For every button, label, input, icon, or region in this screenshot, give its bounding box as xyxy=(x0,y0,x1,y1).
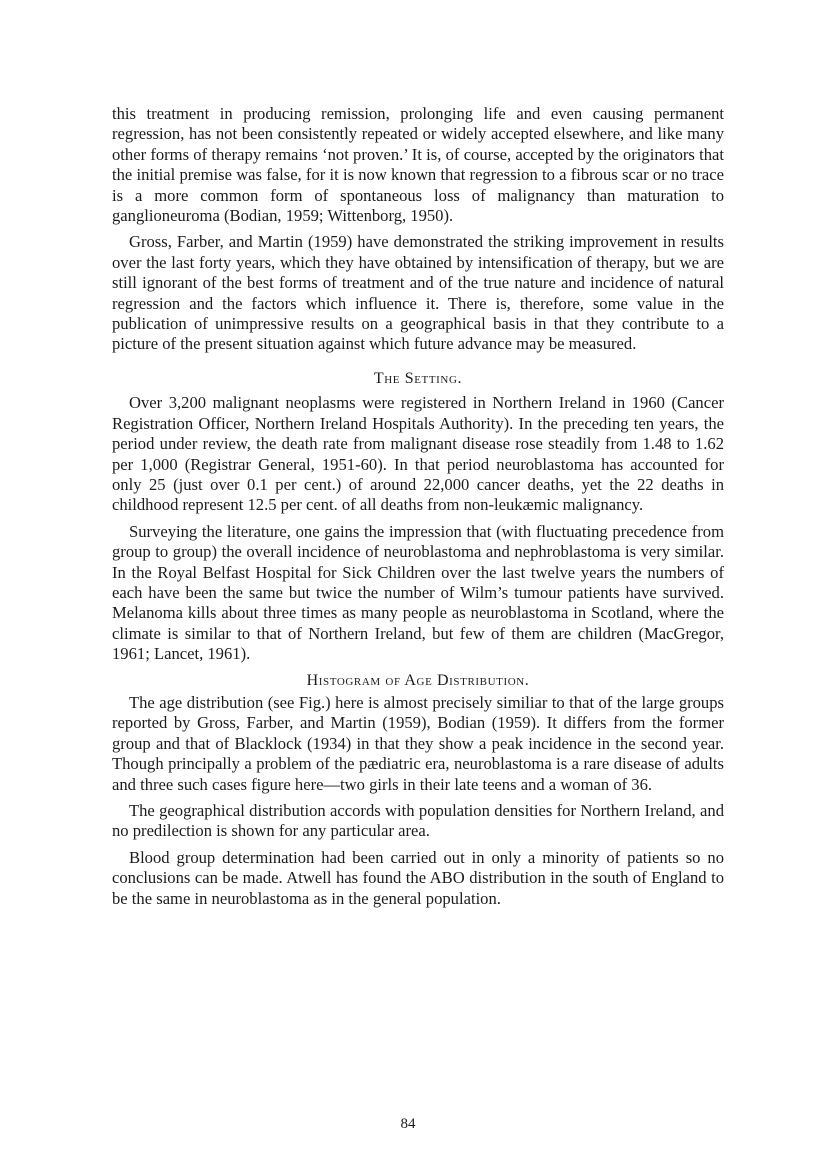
body-text xyxy=(112,104,724,915)
paragraph-setting-registrations: Over 3,200 malignant neoplasms were registered in Northern Ireland in 1960 (Cancer Registration Officer, Northern Ireland Hospitals Authority). In the preceding ten years, the period under review, the death rate from malignant disease rose steadily from 1.48 to 1.62 per 1,000 (Registrar General, 1951-60). In that period neuroblastoma has accounted for only 25 (just over 0.1 per cent.) of around 22,000 cancer deaths, yet the 22 deaths in childhood represent 12.5 per cent. of all deaths from non-leukæmic malignancy. xyxy=(112,393,724,515)
paragraph-setting-literature: Surveying the literature, one gains the impression that (with fluctuating precedence from group to group) the overall incidence of neuroblastoma and nephroblastoma is very similar. In the Royal Belfast Hospital for Sick Children over the last twelve years the numbers of each have been the same but twice the number of Wilm’s tumour patients have survived. Melanoma kills about three times as many people as neuroblastoma in Scotland, where the climate is similar to that of Northern Ireland, but few of them are children (MacGregor, 1961; Lancet, 1961). xyxy=(112,521,724,664)
paragraph-age-distribution: The age distribution (see Fig.) here is almost precisely similiar to that of the large groups reported by Gross, Farber, and Martin (1959), Bodian (1959). It differs from the former group and that of Blacklock (1934) in that they show a peak incidence in the second year. Though principally a problem of the pædiatric era, neuroblastoma is a rare disease of adults and three such cases figure here—two girls in their late teens and a woman of 36. xyxy=(112,692,724,794)
paragraph-blood-group: Blood group determination had been carried out in only a minority of patients so no conclusions can be made. Atwell has found the ABO distribution in the south of England to be the same in neuroblastoma as in the general population. xyxy=(112,847,724,908)
paragraph-geographical-distribution: The geographical distribution accords with population densities for Northern Ireland, and no predilection is shown for any particular area. xyxy=(112,801,724,841)
paragraph-continuation: this treatment in producing remission, prolonging life and even causing permanent regression, has not been consistently repeated or widely accepted elsewhere, and like many other forms of therapy remains ‘not proven.’ It is, of course, accepted by the originators that the initial premise was false, for it is now known that regression to a fibrous scar or no trace is a more common form of spontaneous loss of malignancy than maturation to ganglioneuroma (Bodian, 1959; Wittenborg, 1950). xyxy=(112,104,724,226)
section-heading-histogram: Histogram of Age Distribution. xyxy=(306,671,530,689)
section-heading-setting: The Setting. xyxy=(373,369,463,387)
paragraph-gross-farber-martin: Gross, Farber, and Martin (1959) have demonstrated the striking improvement in results over the last forty years, which they have obtained by intensification of therapy, but we are still ignorant of the best forms of treatment and of the true nature and incidence of natural regression and the factors which influence it. There is, therefore, some value in the publication of unimpressive results on a geographical basis in that they contribute to a picture of the present situation against which future advance may be measured. xyxy=(112,232,724,354)
page-number: 84 xyxy=(400,1116,416,1132)
